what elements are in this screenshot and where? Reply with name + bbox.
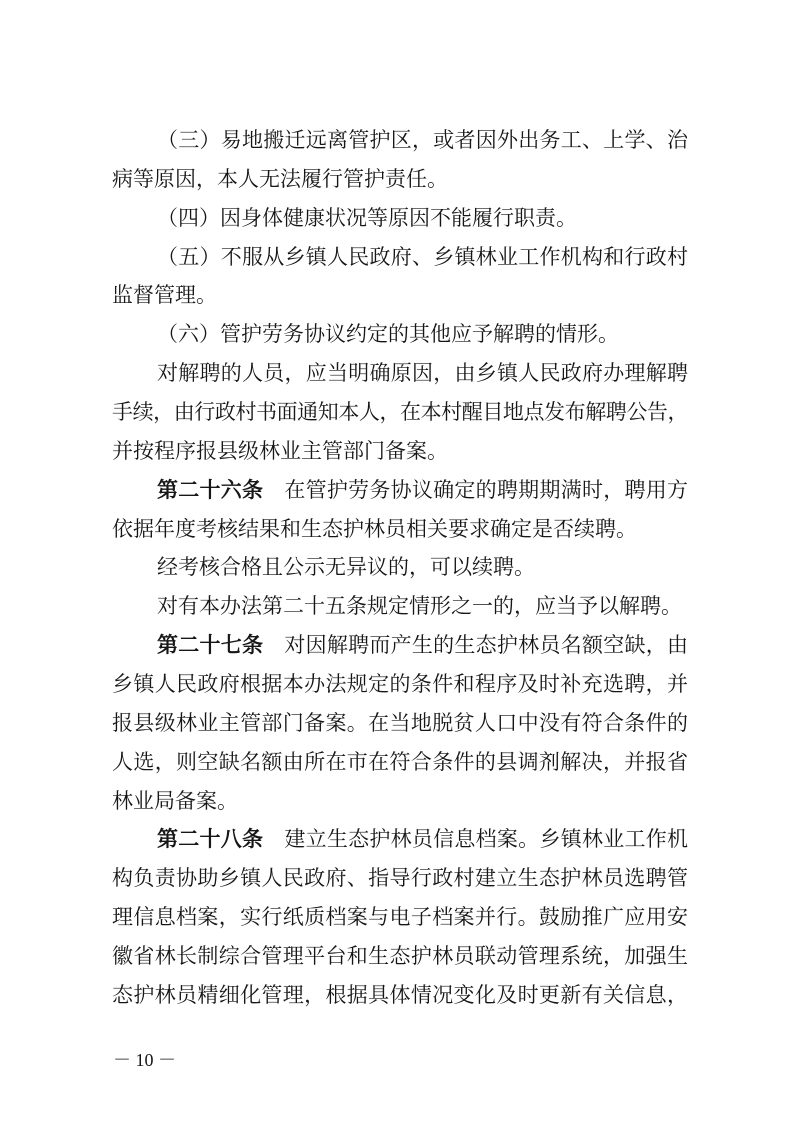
article-text: 在管护劳务协议确定的聘期期满时，聘用方 [284, 477, 689, 502]
article-text: 对因解聘而产生的生态护林员名额空缺，由 [284, 633, 689, 658]
page-number: － 10 － [113, 1050, 176, 1070]
text-line: 对有本办法第二十五条规定情形之一的，应当予以解聘。 [157, 594, 682, 619]
text-line: 监督管理。 [112, 283, 217, 308]
text-line: （五）不服从乡镇人民政府、乡镇林业工作机构和行政村 [157, 244, 688, 269]
paragraph [112, 354, 688, 471]
text-line: 病等原因，本人无法履行管护责任。 [112, 166, 448, 191]
text-line: 报县级林业主管部门备案。在当地脱贫人口中没有符合条件的 [112, 710, 688, 735]
paragraph [112, 121, 688, 199]
text-line: 经考核合格且公示无异议的，可以续聘。 [157, 555, 535, 580]
text-line: （三）易地搬迁远离管护区，或者因外出务工、上学、治 [157, 128, 688, 152]
text-line: （四）因身体健康状况等原因不能履行职责。 [157, 205, 577, 230]
text-line: 手续，由行政村书面通知本人，在本村醒目地点发布解聘公告， [112, 400, 688, 425]
text-line: 徽省林长制综合管理平台和生态护林员联动管理系统，加强生 [112, 944, 688, 969]
text-line: 并按程序报县级林业主管部门备案。 [112, 438, 448, 463]
text-line: 依据年度考核结果和生态护林员相关要求确定是否续聘。 [112, 516, 637, 541]
text-line [112, 626, 688, 665]
article-number: 第二十八条 [157, 827, 264, 852]
text-line [112, 820, 688, 859]
document-body [112, 121, 688, 1015]
article-number: 第二十七条 [157, 633, 264, 658]
text-line: 理信息档案，实行纸质档案与电子档案并行。鼓励推广应用安 [112, 905, 688, 930]
article-paragraph [112, 626, 688, 820]
paragraph [112, 548, 688, 587]
article-number: 第二十六条 [157, 477, 264, 502]
text-line: 对解聘的人员，应当明确原因，由乡镇人民政府办理解聘 [157, 361, 688, 386]
paragraph [112, 315, 688, 354]
paragraph [112, 238, 688, 316]
text-line: （六）管护劳务协议约定的其他应予解聘的情形。 [157, 322, 619, 347]
text-line: 乡镇人民政府根据本办法规定的条件和程序及时补充选聘，并 [112, 672, 688, 697]
paragraph [112, 199, 688, 238]
text-line: 人选，则空缺名额由所在市在符合条件的县调剂解决，并报省 [112, 749, 688, 774]
article-text: 建立生态护林员信息档案。乡镇林业工作机 [284, 827, 689, 852]
article-paragraph [112, 820, 688, 1014]
text-line: 态护林员精细化管理，根据具体情况变化及时更新有关信息， [112, 982, 688, 1007]
text-line: 林业局备案。 [112, 788, 238, 813]
paragraph [112, 587, 688, 626]
text-line: 构负责协助乡镇人民政府、指导行政村建立生态护林员选聘管 [112, 866, 688, 891]
article-paragraph [112, 471, 688, 549]
text-line [112, 471, 688, 510]
